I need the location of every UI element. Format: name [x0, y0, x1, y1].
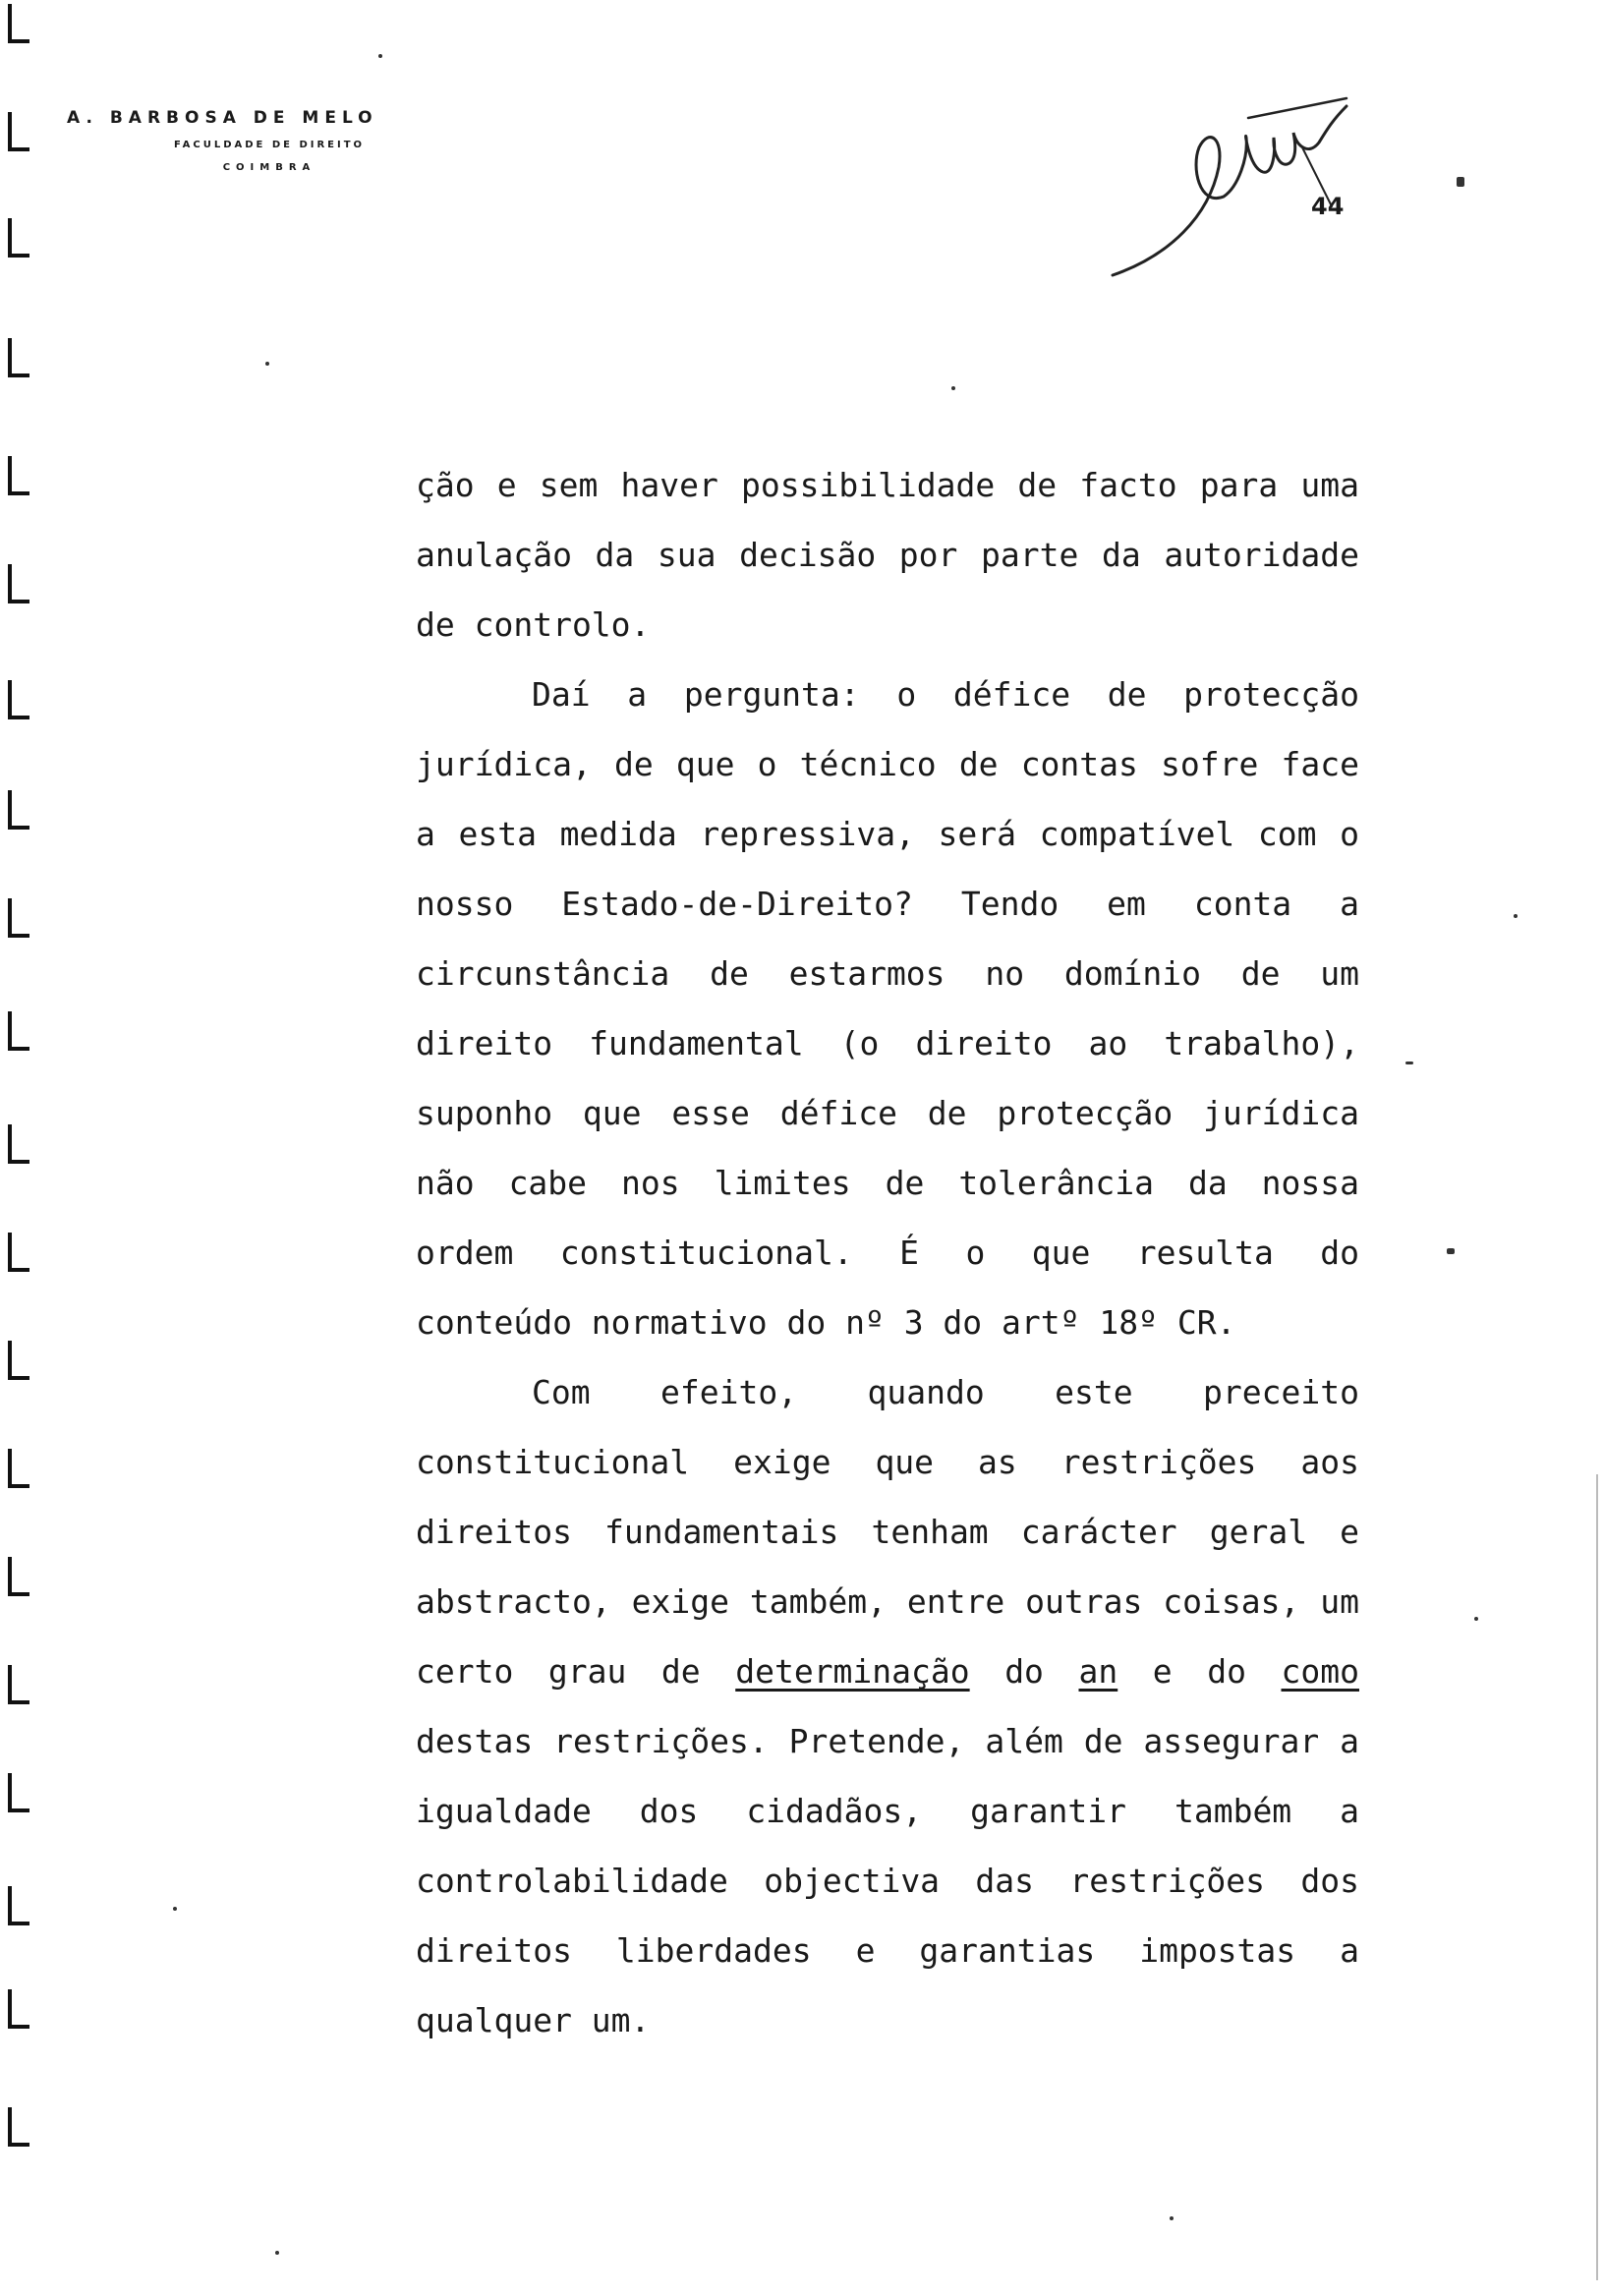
binding-tick [8, 2143, 29, 2147]
binding-tick [8, 1922, 29, 1925]
body-text [416, 450, 1359, 2055]
binding-tick [8, 1268, 29, 1272]
paragraph-3 [416, 1357, 1359, 2055]
binding-tick [8, 491, 29, 495]
paragraph-2: Daí a pergunta: o défice de protecção jurídica, de que o técnico de contas sofre face a esta medida repressiva, será compatível com o nosso Estado-de-Direito? Tendo em conta a circunstância de estarmos no domínio de um direito fundamental (o direito ao trabalho), suponho que esse défice de protecção jurídica não cabe nos limites de tolerância da nossa ordem constitucional. É o que resulta do conteúdo normativo do nº 3 do artº 18º CR. [416, 675, 1359, 1342]
scan-speck [1474, 1617, 1478, 1621]
letterhead-city: COIMBRA [222, 162, 316, 173]
letterhead-name: A. BARBOSA DE MELO [67, 108, 378, 128]
binding-tick [8, 826, 29, 830]
page-number: 44 [1311, 193, 1345, 220]
underlined-term-an: an [1078, 1652, 1118, 1691]
scan-speck [1457, 177, 1464, 187]
binding-tick [8, 716, 29, 719]
binding-tick [8, 254, 29, 258]
underlined-term-determinacao: determinação [735, 1652, 970, 1691]
letterhead-institution: FACULDADE DE DIREITO [173, 140, 366, 150]
binding-tick [8, 1376, 29, 1380]
scan-speck [1170, 2216, 1174, 2220]
binding-tick [8, 1700, 29, 1704]
paragraph-1: ção e sem haver possibilidade de facto para uma anulação da sua decisão por parte da autoridade de controlo. [416, 466, 1359, 644]
binding-tick [8, 2025, 29, 2029]
scan-speck [378, 54, 382, 58]
binding-tick [8, 934, 29, 938]
binding-tick [8, 1592, 29, 1596]
binding-tick [8, 1047, 29, 1051]
binding-tick [8, 1808, 29, 1812]
letterhead [63, 108, 476, 173]
scan-speck [265, 362, 269, 366]
scan-edge [1596, 1474, 1598, 2280]
binding-tick [8, 147, 29, 151]
binding-tick [8, 1484, 29, 1488]
scan-speck [173, 1907, 177, 1911]
binding-tick [8, 600, 29, 603]
paragraph-3-text: destas restrições. Pretende, além de assegurar a igualdade dos cidadãos, garantir também a controlabilidade objectiva das restrições dos direitos liberdades e garantias impostas a qualquer um. [416, 1722, 1359, 2039]
binding-tick [8, 1160, 29, 1164]
paragraph-3-text: do [969, 1652, 1079, 1691]
binding-marks [0, 0, 39, 2296]
scan-speck [951, 386, 955, 390]
scan-speck [1447, 1248, 1455, 1254]
underlined-term-como: como [1281, 1652, 1359, 1691]
scan-speck [1405, 1062, 1413, 1064]
binding-tick [8, 373, 29, 377]
scan-speck [275, 2251, 279, 2255]
scan-speck [1514, 914, 1518, 918]
paragraph-3-text: e do [1117, 1652, 1282, 1691]
binding-tick [8, 39, 29, 43]
handwritten-signature [1101, 59, 1356, 295]
paragraph-3-text: Com efeito, quando este preceito constitucional exige que as restrições aos direitos fundamentais tenham carácter geral e abstracto, exige também, entre outras coisas, um certo grau de [416, 1373, 1359, 1691]
